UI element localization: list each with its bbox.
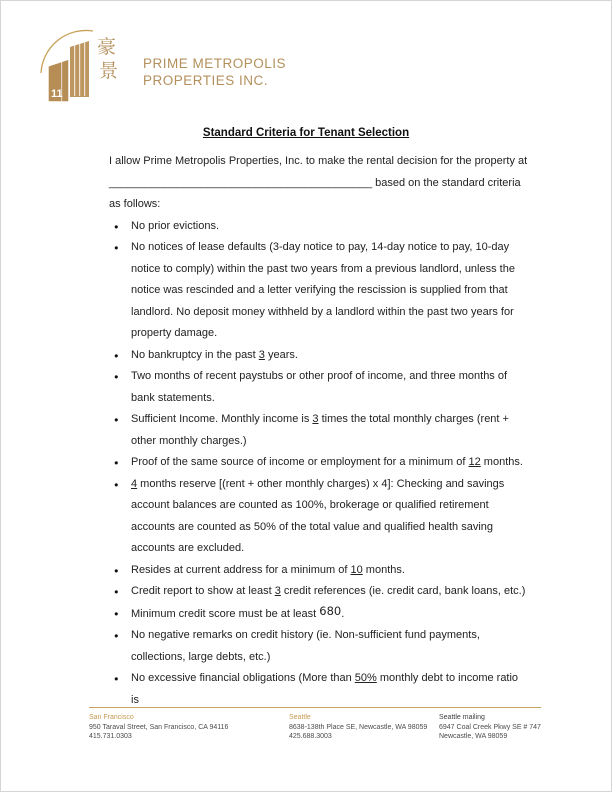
bullet-icon: ● xyxy=(114,479,119,489)
bullet-icon: ● xyxy=(114,415,119,424)
criteria-item xyxy=(109,366,527,409)
criteria-text xyxy=(131,478,504,555)
building-number-label: 11 xyxy=(51,88,63,100)
text-segment: No bankruptcy in the past xyxy=(131,348,259,361)
text-segment: times the total monthly charges (rent + other monthly charges.) xyxy=(131,413,509,447)
criteria-text xyxy=(131,413,509,447)
office-seattle-mailing xyxy=(439,713,541,742)
criteria-text xyxy=(131,370,507,404)
document-body xyxy=(109,151,527,711)
text-segment: Credit report to show at least xyxy=(131,585,275,597)
bullet-icon: ● xyxy=(114,372,119,381)
intro-line-1: I allow Prime Metropolis Properties, Inc. to make the rental decision for the property at xyxy=(109,155,528,167)
criteria-text xyxy=(131,672,518,706)
bullet-icon: ● xyxy=(114,565,119,575)
criteria-item xyxy=(109,345,527,367)
criteria-text xyxy=(131,349,298,361)
chinese-character-top: 豪 xyxy=(97,36,117,58)
text-segment: monthly debt to income ratio is xyxy=(131,672,519,706)
text-segment: No excessive financial obligations (More than xyxy=(131,672,355,684)
criteria-text xyxy=(131,564,405,576)
text-segment: months. xyxy=(480,456,523,468)
criteria-list xyxy=(109,216,527,712)
office-name: San Francisco xyxy=(89,714,134,721)
office-name: Seattle xyxy=(289,714,311,721)
bullet-icon: ● xyxy=(114,221,119,231)
page-footer xyxy=(89,707,541,742)
bullet-icon: ● xyxy=(114,350,119,360)
office-address-line: Newcastle, WA 98059 xyxy=(439,733,508,740)
intro-line-2-text: based on the standard criteria xyxy=(372,176,521,189)
text-segment: No prior evictions. xyxy=(131,219,220,232)
criteria-item xyxy=(109,625,527,668)
underlined-value: 12 xyxy=(468,456,481,468)
bullet-icon: ● xyxy=(114,608,119,618)
text-segment: Resides at current address for a minimum of xyxy=(131,563,351,576)
criteria-text xyxy=(131,456,523,468)
office-san-francisco xyxy=(89,713,289,742)
criteria-item xyxy=(109,216,527,238)
company-name xyxy=(143,55,286,89)
criteria-item xyxy=(109,452,527,474)
chinese-character-bottom: 景 xyxy=(99,60,119,82)
criteria-text xyxy=(131,585,525,597)
logo-buildings-icon xyxy=(37,25,133,105)
criteria-item xyxy=(109,409,527,452)
text-segment: . xyxy=(341,607,345,620)
office-seattle xyxy=(289,713,439,742)
bullet-icon: ● xyxy=(114,587,119,596)
property-address-blank: ___________________________________________ xyxy=(109,176,373,189)
criteria-item xyxy=(109,560,527,582)
underlined-value: 3 xyxy=(312,413,319,425)
office-name: Seattle mailing xyxy=(439,714,485,721)
underlined-value: 4 xyxy=(131,477,138,490)
criteria-text xyxy=(131,604,345,620)
text-segment: credit references (ie. credit card, bank loans, etc.) xyxy=(280,585,526,597)
underlined-value: 3 xyxy=(258,348,265,361)
bullet-icon: ● xyxy=(114,631,119,640)
criteria-item xyxy=(109,237,527,345)
bullet-icon: ● xyxy=(114,458,119,467)
criteria-item xyxy=(109,668,527,711)
company-name-line1: PRIME METROPOLIS xyxy=(143,56,287,71)
office-address-line: 425.688.3003 xyxy=(289,733,332,740)
underlined-value: 10 xyxy=(350,563,363,576)
office-address-line: 415.731.0303 xyxy=(89,733,132,740)
text-segment: Proof of the same source of income or employment for a minimum of xyxy=(131,456,469,468)
intro-line-2 xyxy=(109,173,527,195)
criteria-text xyxy=(131,241,515,339)
underlined-value: 3 xyxy=(274,585,281,597)
office-address-line: 8638-138th Place SE, Newcastle, WA 98059 xyxy=(289,723,428,731)
intro-line-3: as follows: xyxy=(109,198,161,210)
text-segment: Minimum credit score must be at least xyxy=(131,607,320,620)
text-segment: Two months of recent paystubs or other proof of income, and three months of bank statements. xyxy=(131,370,508,404)
office-list xyxy=(89,713,541,742)
criteria-item xyxy=(109,603,527,626)
office-address-line: 6947 Coal Creek Pkwy SE # 747 xyxy=(439,723,541,731)
text-segment: Sufficient Income. Monthly income is xyxy=(131,413,313,425)
footer-divider xyxy=(89,707,541,708)
page-title: Standard Criteria for Tenant Selection xyxy=(202,127,410,139)
underlined-value: 50% xyxy=(354,672,377,684)
text-segment: years. xyxy=(264,348,298,361)
bullet-icon: ● xyxy=(114,674,119,683)
bullet-icon: ● xyxy=(114,243,119,252)
criteria-text xyxy=(131,220,219,232)
text-segment: No negative remarks on credit history (ie. Non-sufficient fund payments, collections, large debts, etc.) xyxy=(131,629,480,663)
text-segment: months. xyxy=(362,563,405,576)
company-name-line2: PROPERTIES INC. xyxy=(143,73,269,88)
text-segment: No notices of lease defaults (3-day notice to pay, 14-day notice to pay, 10-day notice to comply) within the past two years from a previous landlord, unless the notice was rescinded and a letter verifying the rescission is supplied from that landlord. No deposit money withheld by a landlord within the past two years for property damage. xyxy=(131,241,515,339)
text-segment: months reserve [(rent + other monthly charges) x 4]: Checking and savings account balances are counted as 100%, brokerage or qualified retirement accounts are counted as 50% of the total value and qualified health saving accounts are excluded. xyxy=(131,477,505,554)
office-address-line: 950 Taraval Street, San Francisco, CA 94116 xyxy=(89,723,229,731)
criteria-item xyxy=(109,474,527,560)
company-logo xyxy=(37,25,286,105)
criteria-item xyxy=(109,581,527,603)
filled-in-value: 680 xyxy=(319,604,342,618)
criteria-text xyxy=(131,629,480,663)
